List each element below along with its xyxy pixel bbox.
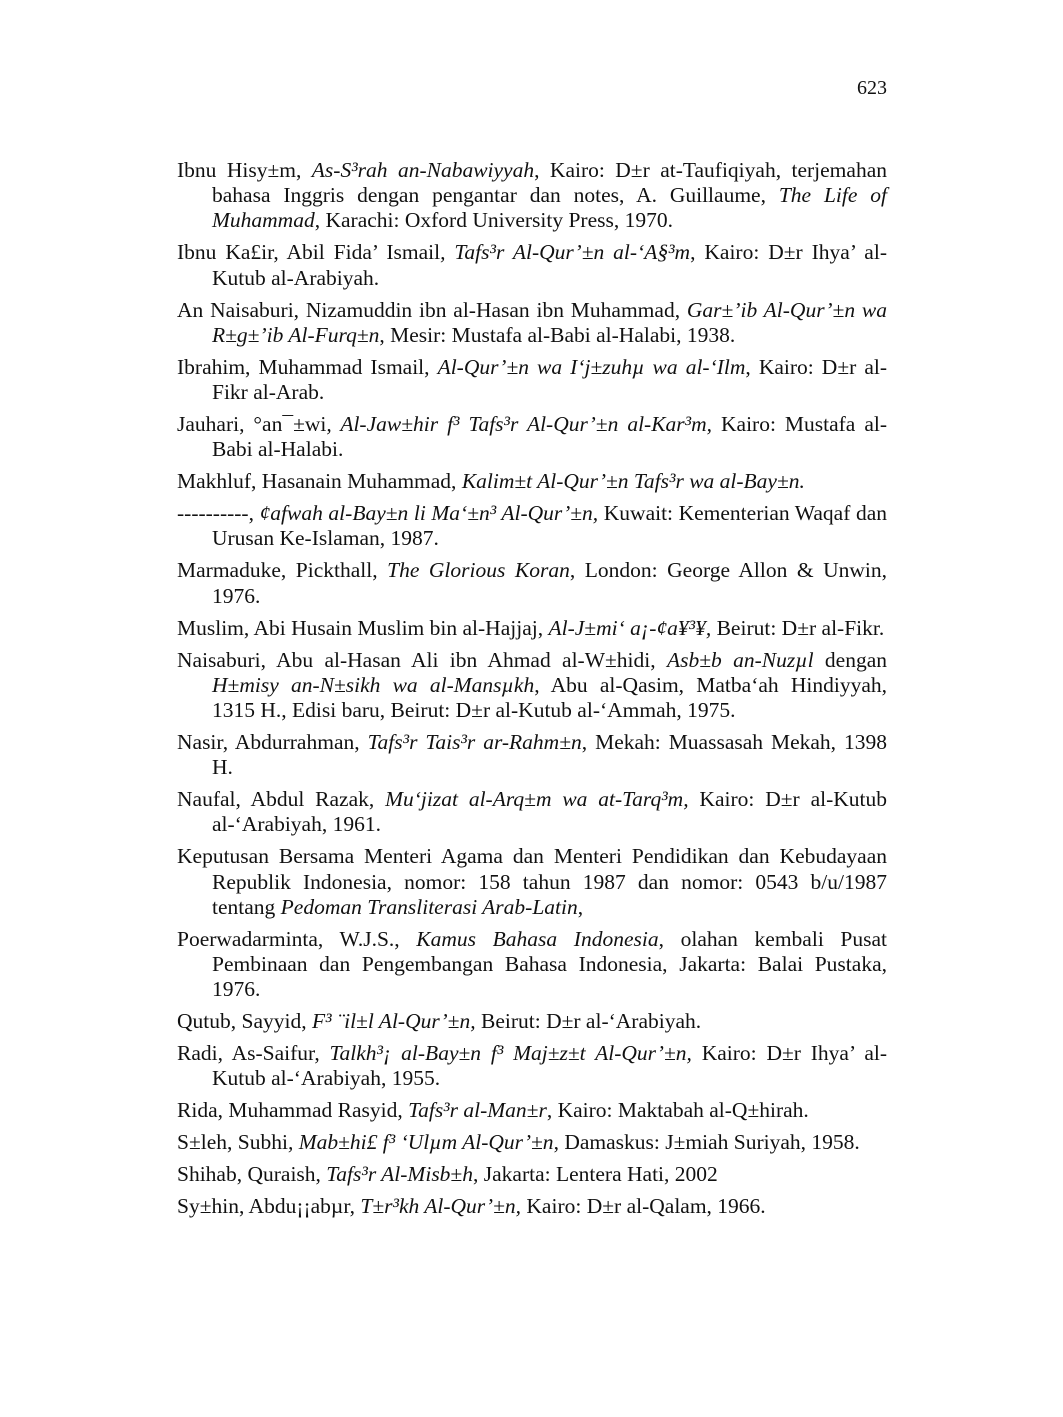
entry-text: Beirut: D±r al-‘Arabiyah. xyxy=(475,1009,702,1034)
bibliography-entry xyxy=(177,648,887,724)
entry-title-text: Mu‘jizat al-Arq±m wa at-Tarq³m, xyxy=(385,787,689,812)
bibliography-entry xyxy=(177,1194,887,1219)
entry-text: Rida, Muhammad Rasyid, xyxy=(177,1098,409,1123)
entry-title-text: Talkh³¡ al-Bay±n f³ Maj±z±t Al-Qur’±n, xyxy=(329,1041,692,1066)
entry-text: Ibnu Ka£ir, Abil Fida’ Ismail xyxy=(177,240,441,265)
entry-text: , Damaskus: J±miah Suriyah, 1958. xyxy=(553,1130,860,1155)
bibliography-entry xyxy=(177,558,887,608)
entry-text: Kuwait: Kementerian Waqaf dan Urusan Ke-Islaman, 1987. xyxy=(212,501,887,551)
entry-text: , olahan kembali Pusat Pembinaan dan Pengembangan Bahasa Indonesia, Jakarta: Balai Pustaka, 1976. xyxy=(212,926,888,1002)
entry-text: Naisaburi, Abu al-Hasan Ali ibn Ahmad al-W±hidi, xyxy=(177,647,667,672)
entry-title-text: Pedoman Transliterasi Arab-Latin xyxy=(280,894,578,919)
bibliography-entry xyxy=(177,1130,887,1155)
entry-title-text: , Tafs³r Al-Qur’±n al-‘A§³m xyxy=(440,240,691,265)
entry-title-text: Tafs³r al-Man±r xyxy=(408,1098,547,1123)
entry-text: Poerwadarminta, W.J.S., xyxy=(177,926,417,951)
entry-title-text: As-S³rah an-Nabawiyyah xyxy=(311,158,535,182)
entry-text: Kairo: D±r al-Qalam, 1966. xyxy=(521,1194,766,1219)
entry-text: Ibnu Hisy±m, xyxy=(177,158,312,182)
entry-text: , Abu al-Qasim, Matba‘ah Hindiyyah, 1315 H., Edisi baru, Beirut: D±r al-Kutub al-‘Ammah, 1975. xyxy=(212,672,887,723)
entry-text: Kairo: Mustafa al-Babi al-Halabi. xyxy=(212,412,887,462)
entry-title-text: The Life of Muhammad xyxy=(212,183,887,233)
entry-text: , Karachi: Oxford University Press, 1970. xyxy=(314,208,673,233)
entry-text: , xyxy=(577,894,584,919)
page-number: 623 xyxy=(857,77,887,99)
entry-text: Qutub, Sayyid, xyxy=(177,1009,312,1034)
bibliography-entry xyxy=(177,1009,887,1034)
bibliography-entry xyxy=(177,501,887,551)
entry-title-text: Al-Qur’±n wa I‘j±zuhµ wa al-‘Ilm xyxy=(437,354,746,379)
entry-text: Jauhari, °an¯±wi xyxy=(177,412,327,437)
entry-text: Marmaduke, Pickthall, xyxy=(177,558,388,583)
entry-title-text: Tafs³r Al-Misb±h xyxy=(326,1162,473,1187)
entry-title-text: Asb±b an-Nuzµl xyxy=(666,647,814,672)
entry-text: An Naisaburi, Nizamuddin ibn al-Hasan ibn Muhammad, xyxy=(177,297,687,322)
entry-text: , Mekah: Muassasah Mekah, 1398 H. xyxy=(212,730,887,780)
entry-text: , London: George Allon & Unwin, 1976. xyxy=(212,558,887,608)
entry-title-text: Tafs³r Tais³r ar-Rahm±n xyxy=(367,730,582,755)
entry-text: Sy±hin, Abdu¡¡abµr, xyxy=(177,1194,361,1219)
bibliography-entry xyxy=(177,355,887,405)
entry-text: , Kairo: D±r at-Taufiqiyah, terjemahan bahasa Inggris dengan pengantar dan notes, A. Guillaume, xyxy=(212,158,887,208)
entry-text: S±leh, Subhi xyxy=(177,1130,288,1155)
entry-title-text: T±r³kh Al-Qur’±n, xyxy=(360,1194,522,1219)
entry-text: Muslim, Abi Husain Muslim bin al-Hajjaj, xyxy=(177,615,549,640)
bibliography-entry xyxy=(177,616,887,641)
bibliography-entry xyxy=(177,1162,887,1187)
entry-title-text: H±misy an-N±sikh wa al-Mansµkh xyxy=(212,672,535,697)
entry-text: Naufal, Abdul Razak, xyxy=(177,787,386,812)
bibliography-entry xyxy=(177,1041,887,1091)
entry-text: , Kairo: D±r Ihya’ al-Kutub al-Arabiyah. xyxy=(212,240,887,290)
bibliography-entry xyxy=(177,927,887,1003)
entry-text: Shihab, Quraish, xyxy=(177,1162,327,1187)
entry-title-text: ¢afwah al-Bay±n li Ma‘±n³ Al-Qur’±n, xyxy=(259,501,599,526)
entry-text: Radi, As-Saifur, xyxy=(177,1041,330,1066)
bibliography-entry xyxy=(177,844,887,920)
bibliography-entry xyxy=(177,298,887,348)
entry-title-text: Kamus Bahasa Indonesia xyxy=(416,926,659,951)
bibliography-entry xyxy=(177,730,887,780)
entry-text: , Jakarta: Lentera Hati, 2002 xyxy=(473,1162,718,1187)
entry-text: dengan xyxy=(813,647,887,672)
entry-title-text: Gar±’ib Al-Qur’±n wa R±g±’ib Al-Furq±n xyxy=(212,297,887,347)
entry-text: Keputusan Bersama Menteri Agama dan Menteri Pendidikan dan Kebudayaan Republik Indonesia, nomor: 158 tahun 1987 dan nomor: 0543 b/u/1987 tentang xyxy=(177,844,887,919)
bibliography-entry xyxy=(177,158,887,234)
entry-title-text: Kalim±t Al-Qur’±n Tafs³r wa al-Bay±n. xyxy=(461,469,805,494)
bibliography-entry xyxy=(177,1098,887,1123)
bibliography-list xyxy=(177,158,887,1226)
entry-title-text: The Glorious Koran xyxy=(387,558,570,583)
entry-text: Makhluf, Hasanain Muhammad, xyxy=(177,469,462,494)
bibliography-entry xyxy=(177,787,887,837)
entry-title-text: Al-J±mi‘ a¡-¢a¥³¥, xyxy=(548,615,712,640)
entry-text: Nasir, Abdurrahman, xyxy=(177,730,368,755)
bibliography-entry xyxy=(177,412,887,462)
entry-text: Kairo: D±r al-Kutub al-‘Arabiyah, 1961. xyxy=(212,787,887,837)
entry-title-text: F³ ¨il±l Al-Qur’±n, xyxy=(311,1009,476,1034)
entry-text: Ibrahim, Muhammad Ismail, xyxy=(177,354,438,379)
entry-title-text: , Mab±hi£ f³ ‘Ulµm Al-Qur’±n xyxy=(287,1130,554,1155)
entry-text: ----------, xyxy=(177,501,260,526)
entry-text: , Kairo: D±r al-Fikr al-Arab. xyxy=(212,354,887,405)
entry-text: Beirut: D±r al-Fikr. xyxy=(711,615,885,640)
bibliography-entry xyxy=(177,240,887,290)
entry-text: , Kairo: Maktabah al-Q±hirah. xyxy=(546,1098,809,1123)
entry-text: , Mesir: Mustafa al-Babi al-Halabi, 1938. xyxy=(379,322,736,347)
entry-text: Kairo: D±r Ihya’ al-Kutub al-‘Arabiyah, 1955. xyxy=(212,1041,888,1091)
entry-title-text: , Al-Jaw±hir f³ Tafs³r Al-Qur’±n al-Kar³m, xyxy=(326,412,713,437)
bibliography-entry xyxy=(177,469,887,494)
